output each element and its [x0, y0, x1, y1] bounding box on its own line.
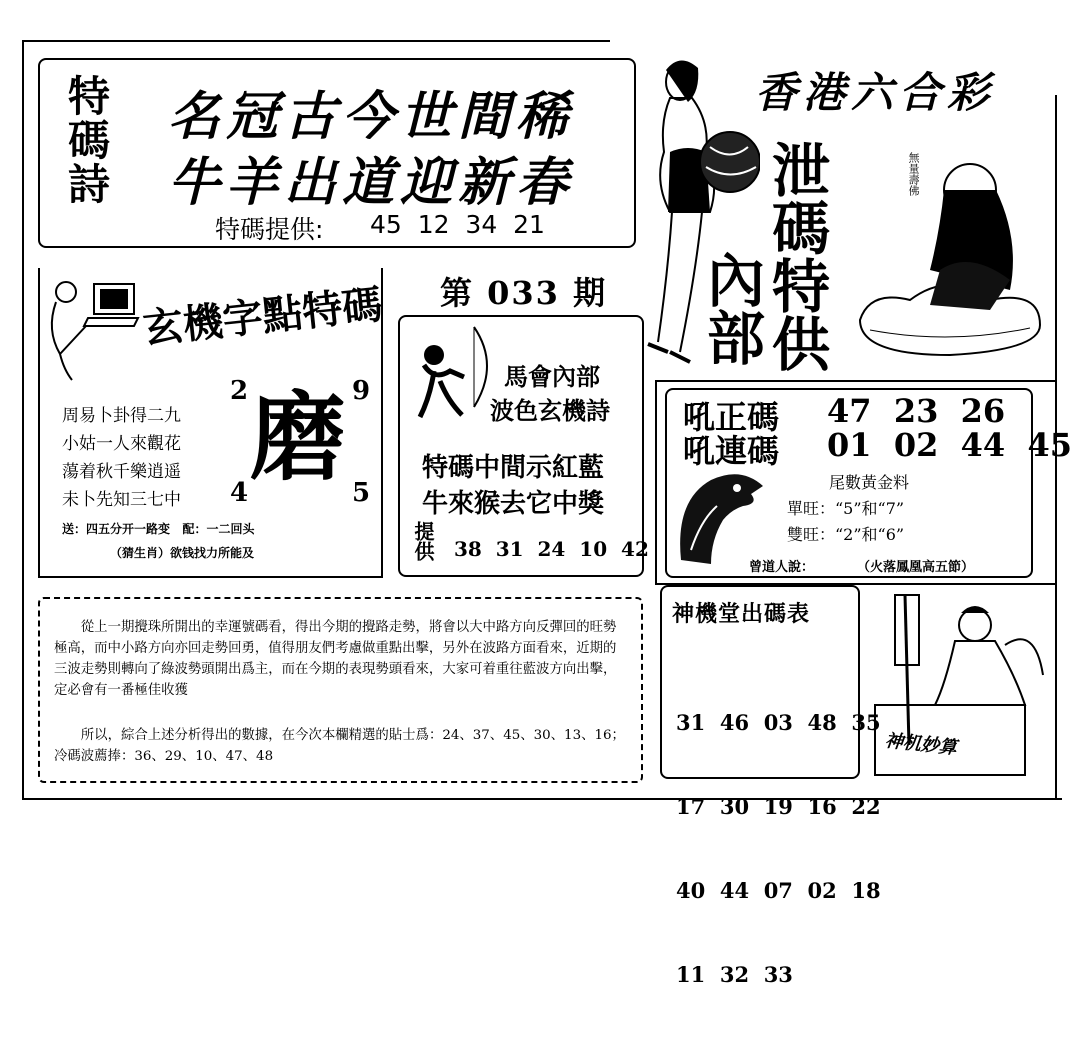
- shrine-row: 11 32 33: [676, 962, 793, 987]
- poem-side-title: 特碼詩: [62, 74, 111, 206]
- mystic-box: [38, 268, 383, 578]
- bottom-rule: [22, 798, 1062, 800]
- saying-text: （火落鳳凰高五節）: [857, 560, 975, 575]
- poem-line-1: 名冠古今世間稀: [168, 86, 575, 147]
- poem-line-2: 牛羊出道迎新春: [168, 152, 575, 213]
- shrine-row: 40 44 07 02 18: [676, 878, 881, 903]
- shrine-rows: [676, 653, 881, 1045]
- mystic-num-2: 9: [352, 376, 371, 406]
- vertical-title-2: 內部: [697, 250, 765, 366]
- single-hot: 單旺：“5”和“7”: [787, 499, 905, 518]
- vertical-title-1: 泄碼特供: [762, 140, 830, 372]
- poem-provider-label: 特碼提供:: [215, 215, 324, 244]
- roar-label-2: 吼連碼: [683, 432, 780, 470]
- buddha-caption: 無量壽佛: [907, 152, 920, 196]
- fortune-teller-illustration: [865, 585, 1050, 785]
- mystic-line: 小姑一人來觀花: [62, 434, 181, 454]
- shrine-title: 神機堂出碼表: [672, 601, 811, 627]
- mystic-num-3: 4: [230, 478, 249, 508]
- left-rule: [22, 40, 24, 800]
- fortune-sign: 神机妙算: [883, 730, 958, 759]
- tail-title: 尾數黃金料: [829, 473, 910, 492]
- analysis-box: [38, 597, 643, 783]
- mystic-footer-1: 送：四五分开一路变 配：一二回头: [62, 522, 255, 536]
- lottery-title: 香港六合彩: [755, 68, 996, 117]
- mystic-line: 蕩着秋千樂逍遥: [62, 462, 181, 482]
- horse-box: [398, 315, 649, 577]
- mystic-title: 玄機字點特碼: [140, 280, 385, 353]
- horse-line-1: 特碼中間示紅藍: [422, 453, 605, 483]
- shrine-row: 17 30 19 16 22: [676, 794, 881, 819]
- poem-provider-numbers: 45 12 34 21: [370, 210, 545, 239]
- horse-provider-label: 提供: [411, 521, 435, 561]
- mystic-big-char: 磨: [250, 381, 346, 494]
- horse-numbers: 38 31 24 10 42: [454, 537, 649, 561]
- poem-box: [38, 58, 636, 248]
- issue-number: 第 033 期: [440, 274, 608, 312]
- horse-line-2: 牛來猴去它中獎: [422, 489, 605, 519]
- roar-numbers-1: 47 23 26: [827, 392, 1006, 430]
- computer-girl-illustration: [42, 270, 142, 385]
- buddha-illustration: [840, 150, 1050, 365]
- mystic-line: 周易卜卦得二九: [62, 406, 181, 426]
- shrine-row: 31 46 03 48 35: [676, 710, 881, 735]
- mystic-footer-2: （猜生肖）欲钱找力所能及: [110, 546, 255, 560]
- mystic-num-1: 2: [230, 376, 249, 406]
- horse-title-1: 馬會內部: [504, 362, 600, 391]
- saying-label: 曾道人說：: [749, 560, 815, 575]
- analysis-paragraph-1: 從上一期攪珠所開出的幸運號碼看，得出今期的攪路走勢，將會以大中路方向反彈回的旺勢極高，而中小路方向亦回走勢回勇，值得朋友們考慮做重點出擊，另外在波路方面看來，近期的三波走勢則轉向了綠波勢頭開出爲主，而在今期的表現勢頭看來，大家可着重往藍波方向出擊，定必會有一番極佳收獲: [54, 620, 617, 698]
- mystic-line: 未卜先知三七中: [62, 490, 181, 510]
- shrine-box: [660, 585, 881, 987]
- analysis-paragraph-2: 所以，綜合上述分析得出的數據，在今次本欄精選的貼士爲：24、37、45、30、13、16；冷碼波薦捧：36、29、10、47、48: [54, 728, 625, 764]
- top-rule: [22, 40, 610, 42]
- horse-title-2: 波色玄機詩: [490, 396, 610, 425]
- archer-illustration: [404, 321, 496, 425]
- roar-box: [665, 388, 1072, 578]
- mystic-num-4: 5: [352, 478, 371, 508]
- double-hot: 雙旺：“2”和“6”: [787, 525, 905, 544]
- roar-label-1: 吼正碼: [683, 398, 780, 436]
- mystic-lines: [62, 402, 181, 514]
- eagle-illustration: [671, 460, 771, 570]
- roar-numbers-2: 01 02 44 45: [827, 426, 1072, 464]
